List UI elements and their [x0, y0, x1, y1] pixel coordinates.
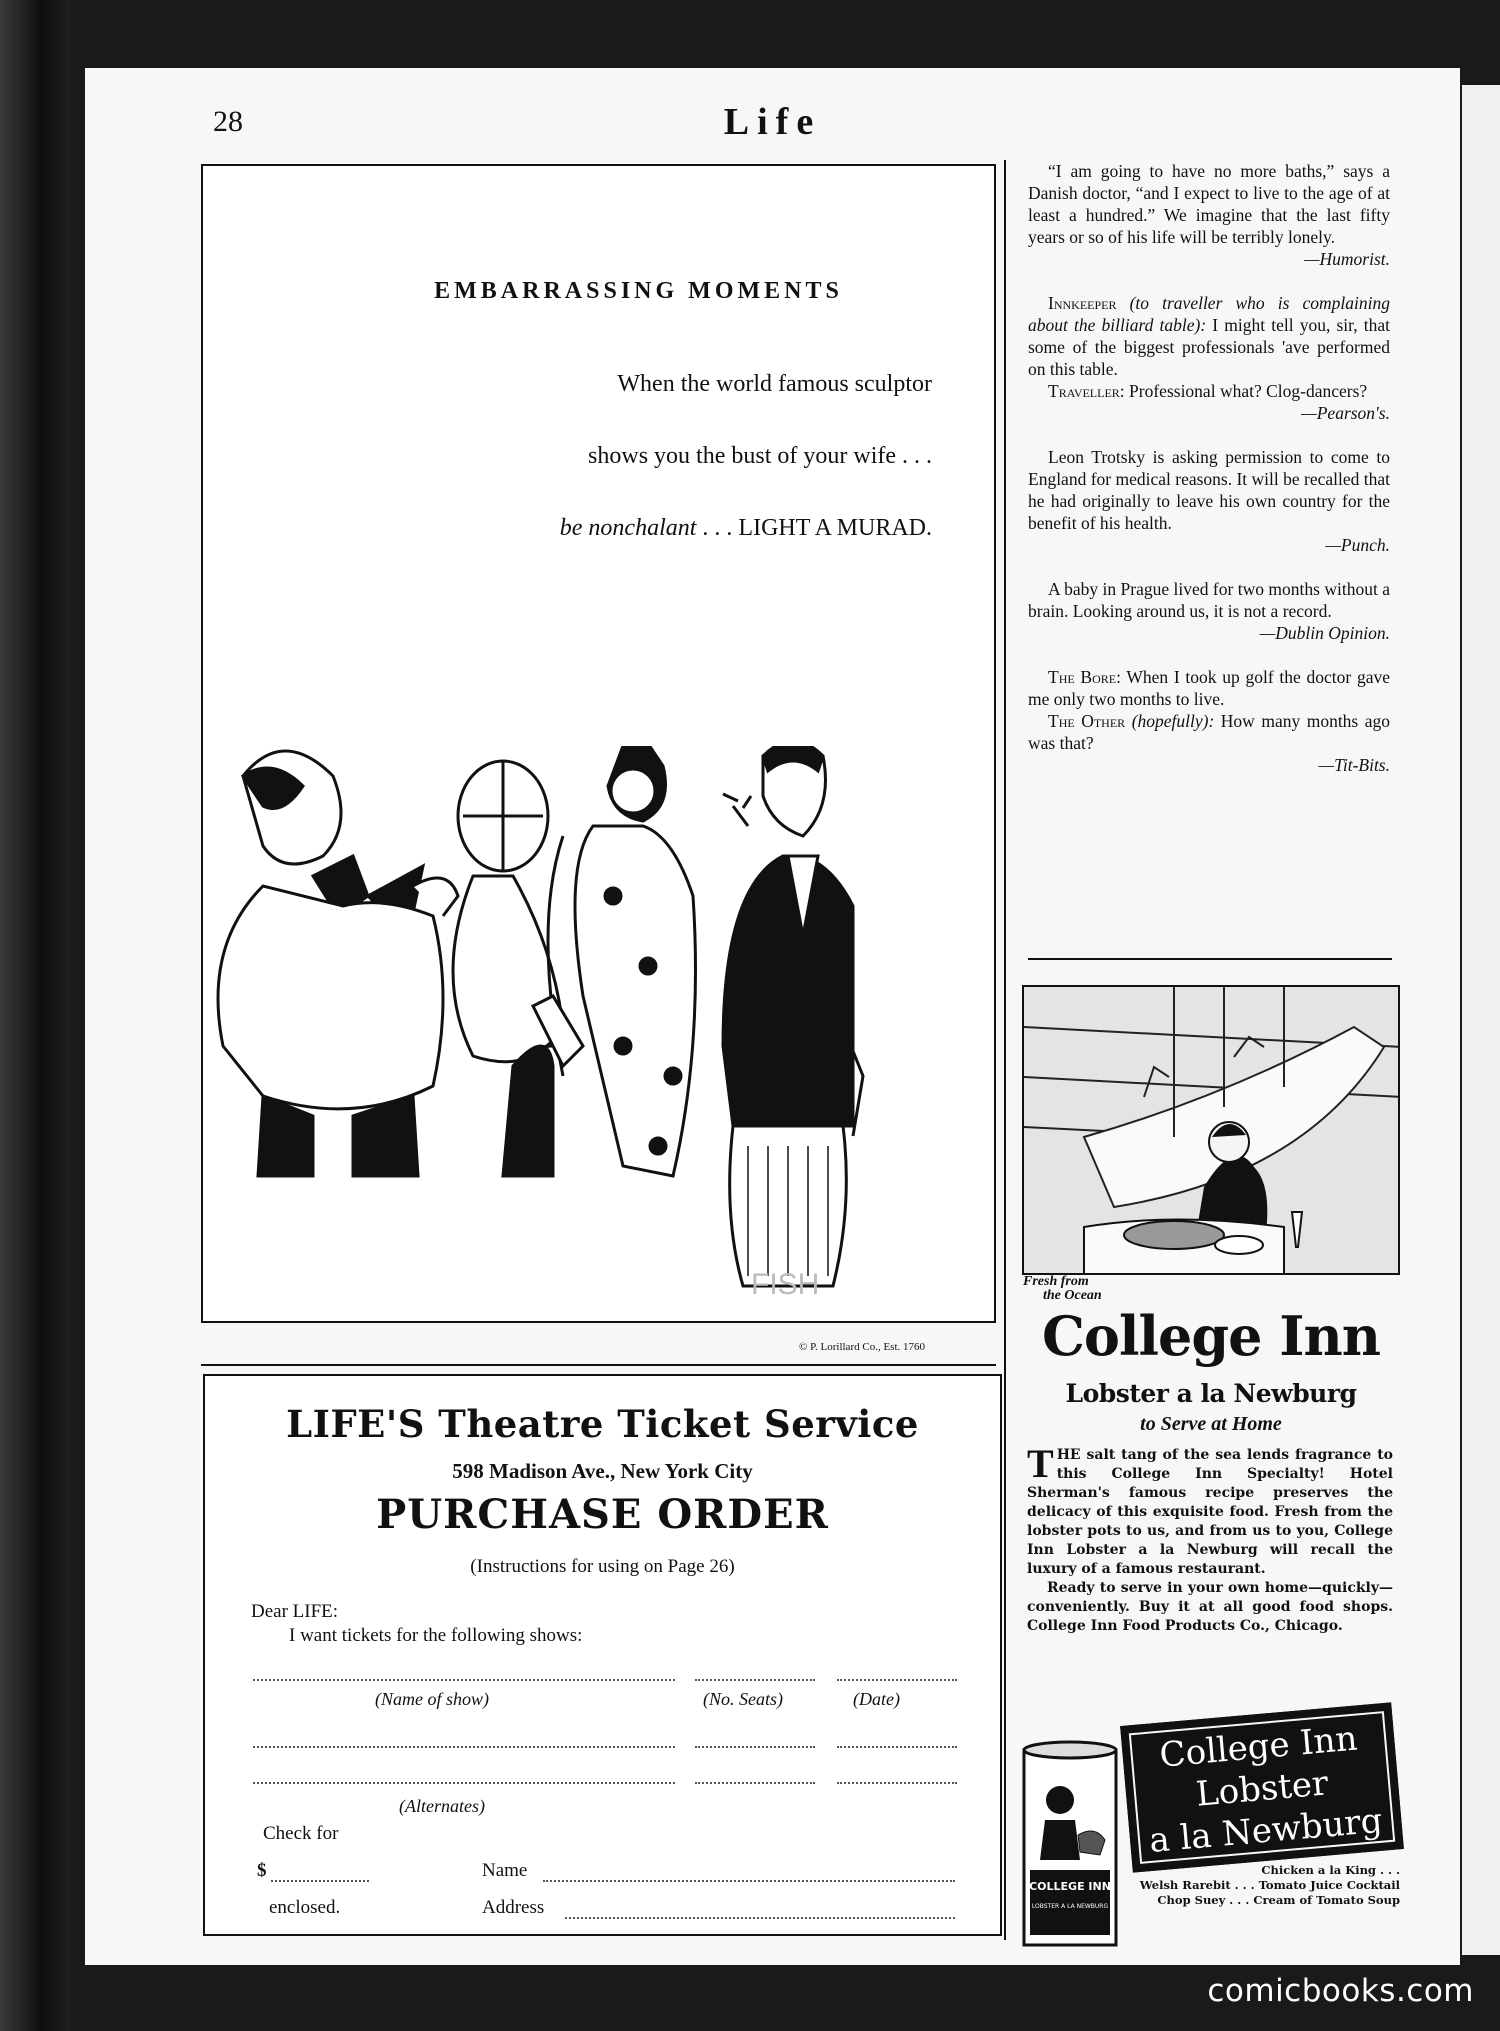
fresh-line-1: Fresh from — [1023, 1274, 1089, 1289]
body-paragraph-2: Ready to serve in your own home—quickly—conveniently. Buy it at all good food shops. College Inn Food Products Co., Chicago. — [1027, 1580, 1393, 1634]
can-label: COLLEGE INN — [1029, 1880, 1111, 1893]
name-label: Name — [482, 1860, 528, 1881]
murad-heading: EMBARRASSING MOMENTS — [434, 278, 843, 304]
section-divider — [201, 1364, 996, 1366]
alternate-show-field-1[interactable] — [253, 1728, 675, 1748]
speaker: Innkeeper — [1048, 293, 1117, 313]
running-head: Life — [723, 101, 822, 143]
alternate-date-field-1[interactable] — [837, 1728, 957, 1748]
joke-1 — [1028, 160, 1390, 270]
date-field[interactable] — [837, 1661, 957, 1681]
product-banner-text — [1129, 1711, 1395, 1864]
check-for-label: Check for — [263, 1823, 339, 1844]
cartoon-illustration — [203, 746, 996, 1323]
joke-source: —Humorist. — [1303, 249, 1390, 269]
enclosed-label: enclosed. — [269, 1897, 341, 1918]
banner-line-2: Lobster — [1194, 1763, 1330, 1815]
joke-text: A baby in Prague lived for two months without a brain. Looking around us, it is not a record. — [1028, 579, 1390, 621]
banner-line-3: a la Newburg — [1147, 1800, 1384, 1861]
joke-text: When I took up golf the doctor gave me only two months to live. — [1028, 667, 1390, 709]
alternate-date-field-2[interactable] — [837, 1764, 957, 1784]
college-inn-subtitle: Lobster a la Newburg — [1065, 1379, 1357, 1408]
form-address: 598 Madison Ave., New York City — [452, 1459, 753, 1483]
jokes-divider — [1028, 958, 1392, 960]
murad-credit: © P. Lorillard Co., Est. 1760 — [799, 1341, 925, 1353]
other-products-line-2: Welsh Rarebit . . . Tomato Juice Cocktail — [1139, 1878, 1400, 1892]
seats-field[interactable] — [695, 1661, 815, 1681]
product-can — [1020, 1740, 1120, 1950]
murad-advertisement — [201, 164, 996, 1323]
murad-copy-line-3 — [560, 515, 932, 542]
name-field[interactable] — [543, 1862, 955, 1882]
speaker: Traveller: — [1048, 381, 1125, 401]
label-seats: (No. Seats) — [703, 1689, 783, 1709]
site-watermark: comicbooks.com — [1207, 1973, 1474, 2009]
artist-signature: FISH — [751, 1268, 820, 1301]
body-paragraph-1: HE salt tang of the sea lends fragrance to this College Inn Specialty! Hotel Sherman's famous recipe preserves the delicacy of this exquisite food. Fresh from the lobster pots to us, and from us to you, College Inn Lobster a la Newburg will recall the luxury of a famous restaurant. — [1027, 1447, 1393, 1577]
speaker: The Bore: — [1048, 667, 1121, 687]
joke-text: “I am going to have no more baths,” says a Danish doctor, “and I expect to live to the age of at least a hundred.” We imagine that the last fifty years or so of his life will be terribly lonely. — [1028, 161, 1390, 247]
speaker: The Other — [1048, 711, 1126, 731]
joke-source: —Pearson's. — [1301, 403, 1390, 423]
alternate-seats-field-2[interactable] — [695, 1764, 815, 1784]
alternate-seats-field-1[interactable] — [695, 1728, 815, 1748]
amount-field[interactable] — [271, 1862, 369, 1882]
joke-source: —Tit-Bits. — [1318, 755, 1390, 775]
can-sublabel: LOBSTER A LA NEWBURG — [1031, 1903, 1109, 1910]
form-intro: I want tickets for the following shows: — [289, 1625, 583, 1646]
other-products-line-3: Chop Suey . . . Cream of Tomato Soup — [1157, 1893, 1400, 1907]
joke-3 — [1028, 446, 1390, 556]
joke-source: —Dublin Opinion. — [1259, 623, 1390, 643]
form-heading: PURCHASE ORDER — [376, 1491, 829, 1538]
joke-5 — [1028, 666, 1390, 776]
magazine-page — [85, 68, 1460, 1965]
adjacent-page-edge — [1462, 85, 1500, 1955]
joke-text: How many months ago was that? — [1028, 711, 1391, 753]
form-title: LIFE'S Theatre Ticket Service — [286, 1402, 919, 1446]
fresh-from-ocean — [1023, 1275, 1102, 1303]
fresh-line-2: the Ocean — [1043, 1288, 1102, 1303]
murad-tagline: . . . LIGHT A MURAD. — [696, 515, 932, 541]
joke-text: Leon Trotsky is asking permission to come to England for medical reasons. It will be recalled that he had originally to leave his own country for the benefit of his health. — [1028, 447, 1391, 533]
stage-direction: (hopefully): — [1131, 711, 1215, 731]
ticket-order-form — [203, 1374, 1002, 1936]
jokes-column — [1028, 160, 1390, 798]
other-products-line-1: Chicken a la King . . . — [1261, 1863, 1400, 1877]
joke-source: —Punch. — [1325, 535, 1390, 555]
murad-copy-line-1: When the world famous sculptor — [617, 371, 932, 397]
college-inn-body — [1027, 1441, 1393, 1636]
form-salutation: Dear LIFE: — [251, 1601, 339, 1622]
stage-direction: (to traveller who is complaining about the billiard table): — [1028, 293, 1390, 335]
murad-tagline-italic: be nonchalant — [559, 515, 697, 541]
form-instructions: (Instructions for using on Page 26) — [470, 1556, 735, 1577]
label-date: (Date) — [853, 1689, 900, 1709]
address-label: Address — [482, 1897, 545, 1918]
joke-text: I might tell you, sir, that some of the biggest professionals 'ave performed on this table. — [1028, 315, 1391, 379]
alternate-show-field-2[interactable] — [253, 1764, 675, 1784]
column-rule — [1004, 160, 1006, 1940]
scan-border — [0, 0, 70, 2031]
label-show: (Name of show) — [375, 1689, 489, 1709]
page-number: 28 — [213, 105, 243, 138]
show-name-field[interactable] — [253, 1661, 675, 1681]
joke-text: Professional what? Clog-dancers? — [1124, 381, 1368, 401]
dollar-sign: $ — [257, 1860, 267, 1881]
label-alternates: (Alternates) — [399, 1796, 485, 1816]
murad-copy-line-2: shows you the bust of your wife . . . — [588, 443, 932, 469]
address-field[interactable] — [565, 1899, 955, 1919]
joke-2 — [1028, 292, 1390, 424]
product-banner — [1120, 1702, 1404, 1872]
college-inn-serve-line: to Serve at Home — [1140, 1413, 1282, 1435]
college-inn-title: College Inn — [1041, 1304, 1381, 1368]
other-products — [1130, 1863, 1400, 1908]
drop-cap: T — [1027, 1441, 1054, 1486]
college-inn-illustration — [1022, 985, 1400, 1275]
joke-4 — [1028, 578, 1390, 644]
banner-line-1: College Inn — [1157, 1718, 1359, 1776]
